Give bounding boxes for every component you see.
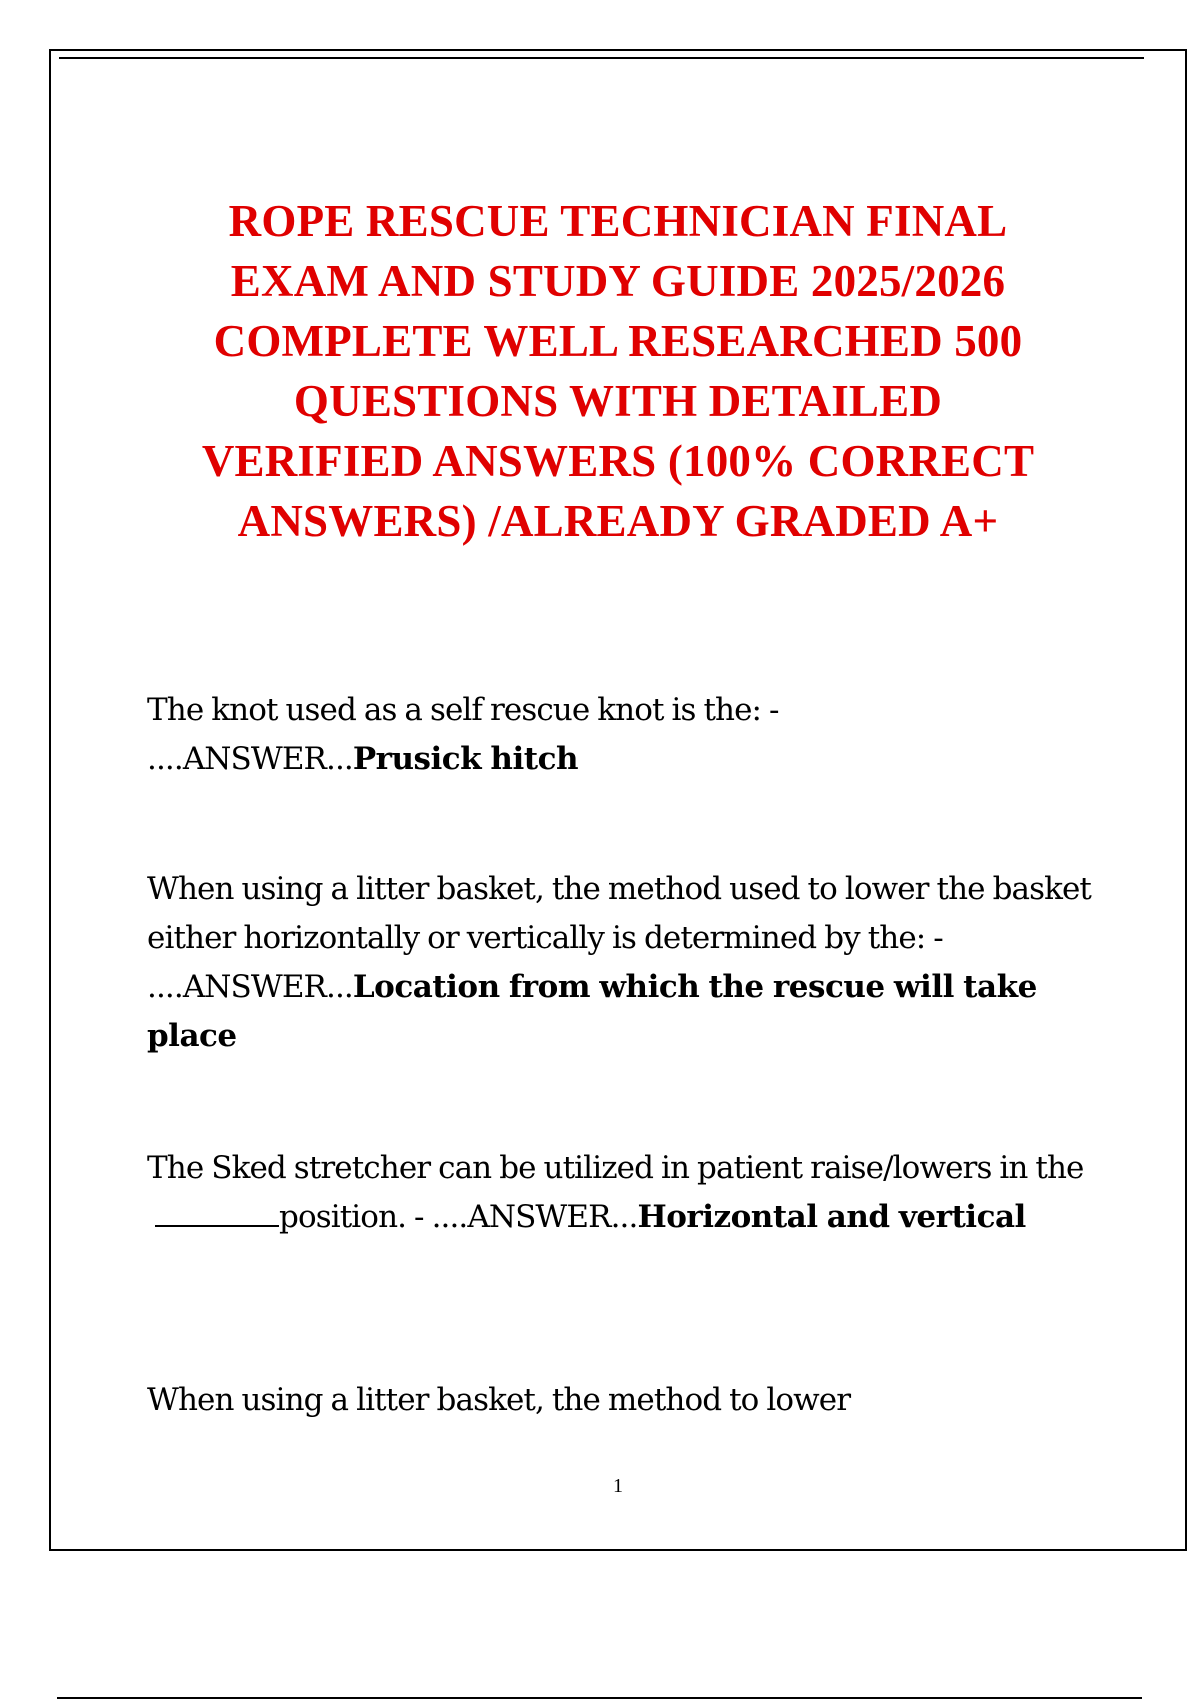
header-rule	[59, 57, 1144, 59]
answer-text: Location from which the rescue will take place	[147, 969, 1037, 1054]
answer-text: Horizontal and vertical	[637, 1199, 1026, 1235]
title-line: QUESTIONS WITH DETAILED	[293, 376, 943, 426]
question-text: When using a litter basket, the method used to lower the basket either horizontally or vertically is determined by the: - ....ANSWER...	[147, 871, 1091, 1005]
fill-in-blank	[155, 1199, 279, 1227]
question-text: When using a litter basket, the method to lower	[147, 1382, 851, 1418]
question-item-3	[147, 1144, 1107, 1242]
title-line: COMPLETE WELL RESEARCHED 500	[213, 316, 1023, 366]
question-text-continued: position. - ....ANSWER...	[279, 1199, 638, 1235]
title-line: EXAM AND STUDY GUIDE 2025/2026	[230, 256, 1006, 306]
page-number: 1	[613, 1475, 623, 1497]
question-item-1	[147, 686, 1107, 784]
question-item-2	[147, 865, 1107, 1061]
answer-text: Prusick hitch	[352, 741, 578, 777]
title-line: VERIFIED ANSWERS (100% CORRECT	[201, 436, 1035, 486]
title-line: ANSWERS) /ALREADY GRADED A+	[237, 496, 999, 546]
question-text: The knot used as a self rescue knot is the: - ....ANSWER...	[147, 692, 779, 777]
page-frame	[49, 49, 1187, 1551]
title-line: ROPE RESCUE TECHNICIAN FINAL	[228, 196, 1008, 246]
question-text: The Sked stretcher can be utilized in patient raise/lowers in the	[147, 1150, 1084, 1186]
next-page-rule	[57, 1697, 1142, 1699]
question-item-4	[147, 1376, 1107, 1425]
document-title	[91, 191, 1145, 551]
